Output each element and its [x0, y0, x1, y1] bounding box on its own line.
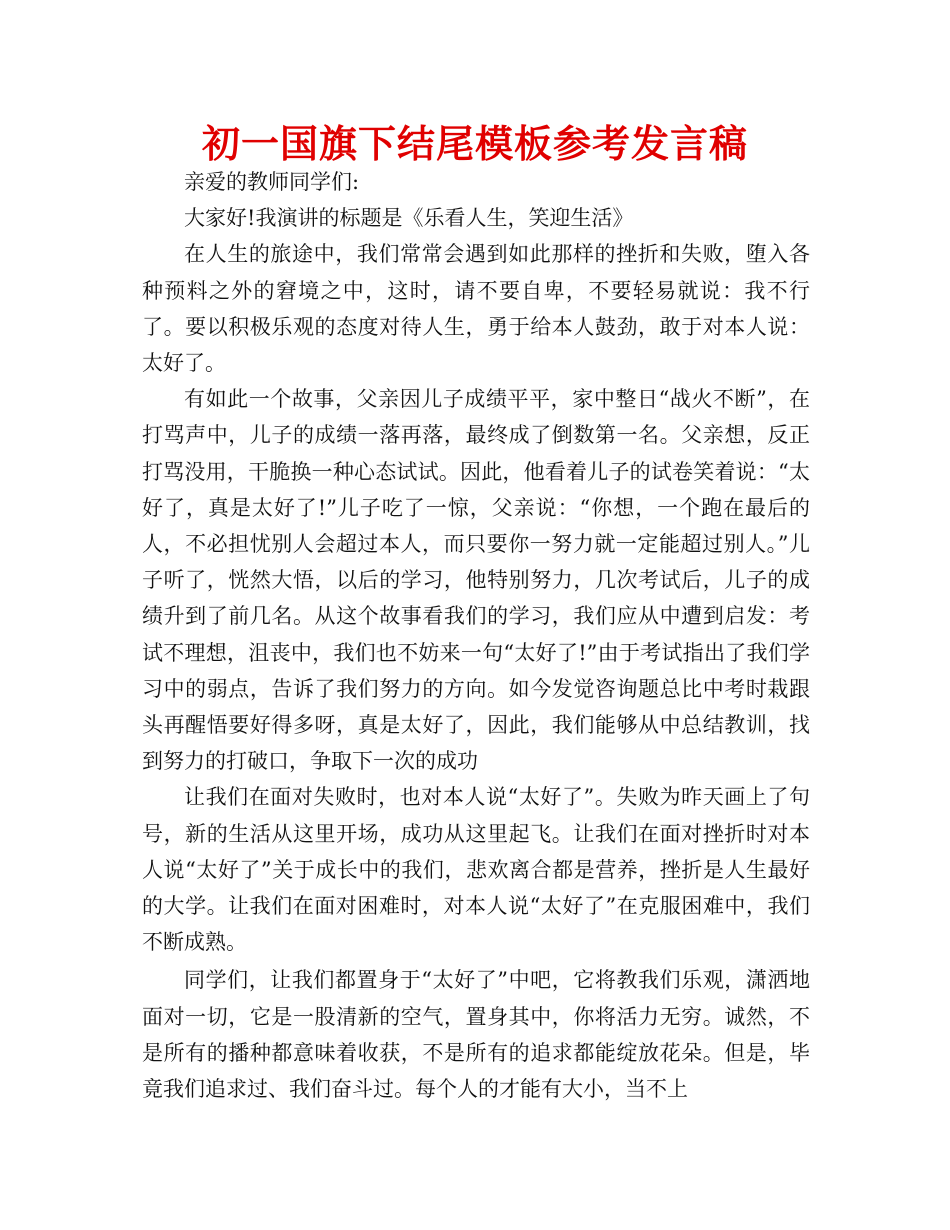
body-paragraph-2: 有如此一个故事，父亲因儿子成绩平平，家中整日“战火不断”，在打骂声中，儿子的成绩一落再落，最终成了倒数第一名。父亲想，反正打骂没用，干脆换一种心态试试。因此，他看着儿子的试卷笑着说：“太好了，真是太好了!”儿子吃了一惊，父亲说：“你想，一个跑在最后的人，不必担忧别人会超过本人，而只要你一努力就一定能超过别人。”儿子听了，恍然大悟，以后的学习，他特别努力，几次考试后，儿子的成绩升到了前几名。从这个故事看我们的学习，我们应从中遭到启发：考试不理想，沮丧中，我们也不妨来一句“太好了!”由于考试指出了我们学习中的弱点，告诉了我们努力的方向。如今发觉咨询题总比中考时栽跟头再醒悟要好得多呀，真是太好了，因此，我们能够从中总结教训，找到努力的打破口，争取下一次的成功 — [142, 387, 810, 774]
document-title: 初一国旗下结尾模板参考发言稿 — [201, 122, 748, 166]
greeting-paragraph: 亲爱的教师同学们: — [184, 170, 360, 194]
body-paragraph-3: 让我们在面对失败时，也对本人说“太好了”。失败为昨天画上了句号，新的生活从这里开场，成功从这里起飞。让我们在面对挫折时对本人说“太好了”关于成长中的我们，悲欢离合都是营养，挫折是人生最好的大学。让我们在面对困难时，对本人说“太好了”在克服困难中，我们不断成熟。 — [142, 785, 810, 955]
opening-paragraph: 大家好!我演讲的标题是《乐看人生，笑迎生活》 — [184, 206, 634, 231]
body-paragraph-1: 在人生的旅途中，我们常常会遇到如此那样的挫折和失败，堕入各种预料之外的窘境之中，这时，请不要自卑，不要轻易就说：我不行了。要以积极乐观的态度对待人生，勇于给本人鼓劲，敢于对本人说：太好了。 — [142, 242, 810, 376]
document-body — [142, 164, 810, 1107]
body-paragraph-4: 同学们，让我们都置身于“太好了”中吧，它将教我们乐观，潇洒地面对一切，它是一股清新的空气，置身其中，你将活力无穷。诚然，不是所有的播种都意味着收获，不是所有的追求都能绽放花朵。但是，毕竟我们追求过、我们奋斗过。每个人的才能有大小，当不上 — [142, 968, 810, 1102]
